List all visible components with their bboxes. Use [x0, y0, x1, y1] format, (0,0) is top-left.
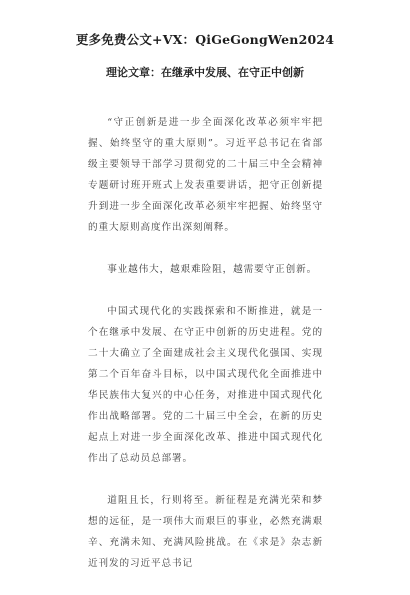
paragraph: 道阻且长，行则将至。新征程是充满光荣和梦想的远征，是一项伟大而艰巨的事业，必然充满艰辛、充满未知、充满风险挑战。在《求是》杂志新近刊发的习近平总书记 — [88, 495, 323, 569]
document-title: 理论文章：在继承中发展、在守正中创新 — [106, 66, 304, 79]
paragraph: 中国式现代化的实践探索和不断推进，就是一个在继承中发展、在守正中创新的历史进程。党的二十大确立了全面建成社会主义现代化强国、实现第二个百年奋斗目标，以中国式现代化全面推进中华民族伟大复兴的中心任务，对推进中国式现代化作出战略部署。党的二十届三中全会，在新的历史起点上对进一步全面深化改革、推进中国式现代化作出了总动员总部署。 — [88, 306, 323, 464]
document-body — [88, 112, 323, 595]
paragraph: 事业越伟大，越艰难险阻，越需要守正创新。 — [107, 264, 318, 275]
paragraph: “守正创新是进一步全面深化改革必须牢牢把握、始终坚守的重大原则”。习近平总书记在省部级主要领导干部学习贯彻党的二十届三中全会精神专题研讨班开班式上发表重要讲话，把守正创新提升到进一步全面深化改革必须牢牢把握、始终坚守的重大原则高度作出深刻阐释。 — [88, 117, 323, 233]
header-line: 更多免费公文+VX：QiGeGongWen2024 — [75, 32, 335, 47]
